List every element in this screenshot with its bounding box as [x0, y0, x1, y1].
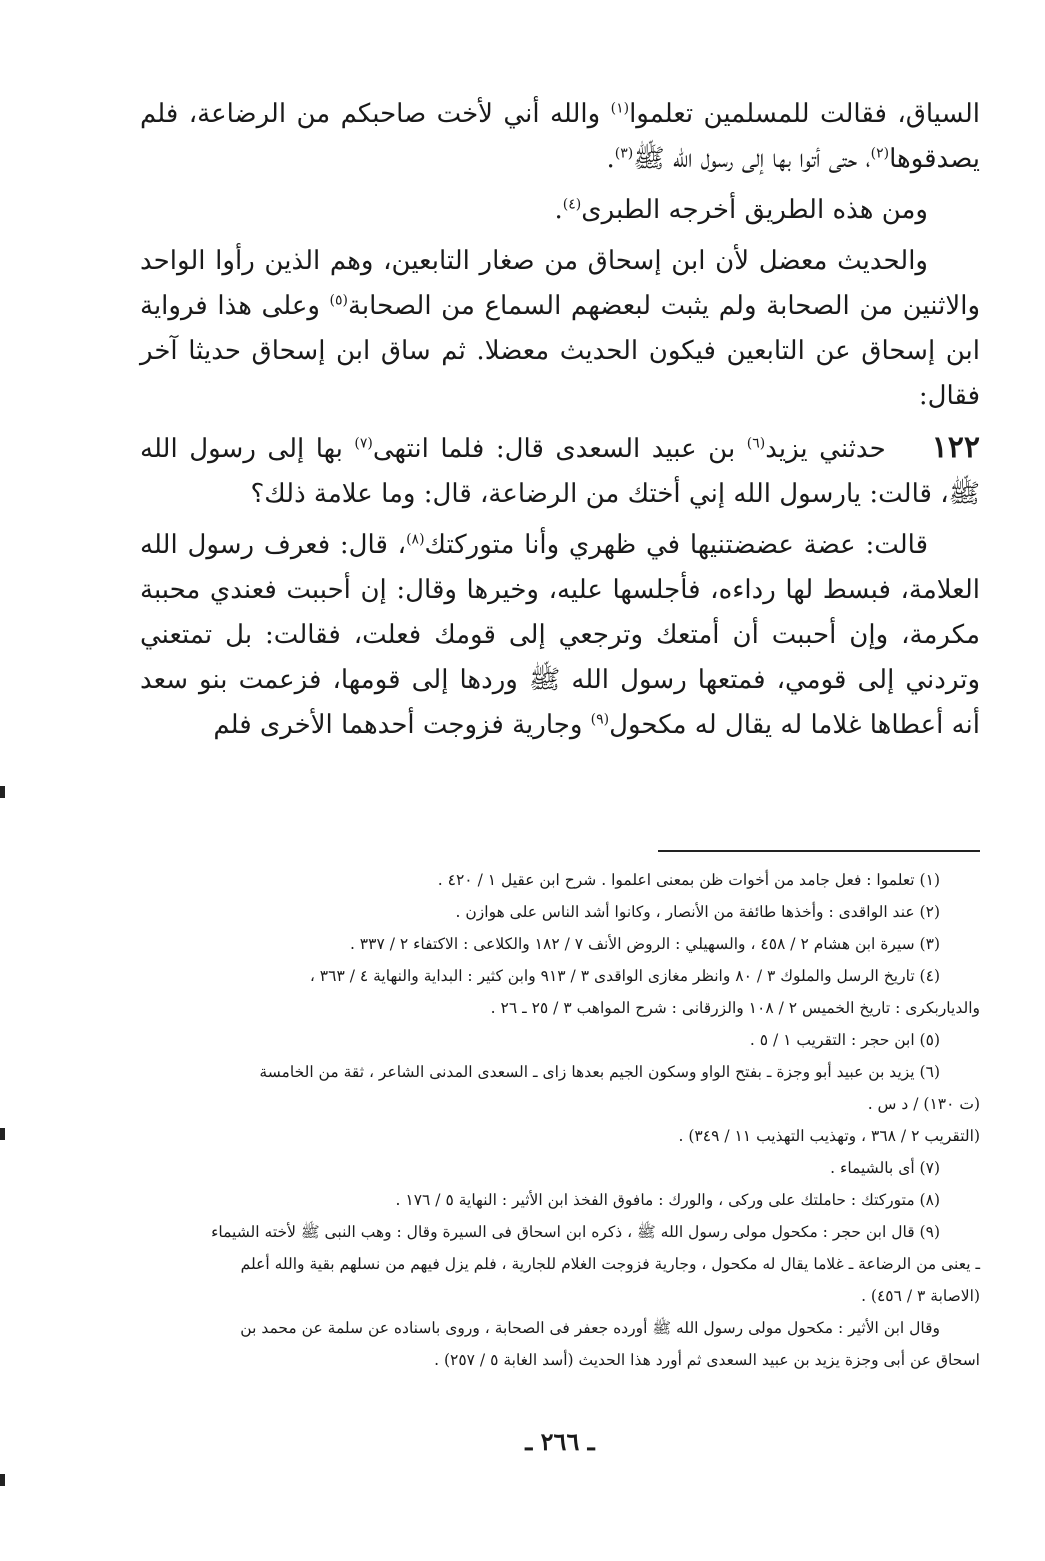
footnote-6-source: (التقريب ٢ / ٣٦٨ ، وتهذيب التهذيب ١١ / ٣٤٩) . [678, 1127, 980, 1145]
footnote-9-continued: ـ يعنى من الرضاعة ـ غلاما يقال له مكحول ، وجارية فزوجت الغلام للجارية ، فلم يزل فيهم من نسلهم بقية والله أعلم [240, 1255, 980, 1273]
footnote-ref-7: (٧) [354, 435, 373, 452]
footnote-5: (٥) ابن حجر : التقريب ١ / ٥ . [749, 1031, 940, 1049]
footnote-9-source: (الاصابة ٣ / ٤٥٦) . [861, 1287, 980, 1305]
footnote-ref-6: (٦) [746, 435, 766, 452]
footnote-9: (٩) قال ابن حجر : مكحول مولى رسول الله ﷺ ، ذكره ابن اسحاق فى السيرة وقال : وهب النبى ﷺ لأخته الشيماء [211, 1223, 940, 1241]
book-page [140, 92, 980, 1512]
footnote-ref-3: (٣) [614, 145, 634, 162]
footnote-2: (٢) عند الواقدى : وأخذها طائفة من الأنصار ، وكانوا أشد الناس على هوازن . [455, 903, 940, 921]
footnote-ref-8: (٨) [406, 531, 425, 548]
footnote-6: (٦) يزيد بن عبيد أبو وجزة ـ بفتح الواو وسكون الجيم بعدها زاى ـ السعدى المدنى الشاعر ، ثقة من الخامسة [259, 1063, 940, 1081]
main-text [140, 92, 980, 748]
footnote-7: (٧) أى بالشيماء . [830, 1159, 940, 1177]
footnote-4-continued: والدياربكرى : تاريخ الخميس ٢ / ١٠٨ والزرقانى : شرح المواهب ٣ / ٢٥ ـ ٢٦ . [490, 999, 980, 1017]
footnote-ref-9: (٩) [590, 711, 610, 728]
footnote-ref-5: (٥) [329, 292, 348, 309]
hadith-number: ١٢٢ [931, 430, 980, 465]
footnote-ref-4: (٤) [562, 196, 582, 213]
footnote-ref-2: (٢) [870, 145, 890, 162]
footnote-9-ibn-athir-continued: اسحاق عن أبى وجزة يزيد بن عبيد السعدى ثم أورد هذا الحديث (أسد الغابة ٥ / ٢٥٧) . [434, 1351, 980, 1369]
scan-edge-mark [0, 786, 5, 798]
paragraph-hadith: ١٢٢حدثني يزيد$^{(٦)}$ بن عبيد السعدى قال: فلما انتهى$^{(٧)}$ بها إلى رسول الله ﷺ، قالت: يارسول الله إني أختك من الرضاعة، قال: وما علامة ذلك؟ [140, 430, 980, 509]
footnote-3: (٣) سيرة ابن هشام ٢ / ٤٥٨ ، والسهيلي : الروض الأنف ٧ / ١٨٢ والكلاعى : الاكتفاء ٢ / ٣٣٧ . [349, 935, 940, 953]
footnote-divider [658, 850, 980, 852]
page-number: ـ ٢٦٦ ـ [525, 1427, 595, 1456]
scan-edge-mark [0, 1474, 5, 1486]
footnote-6-continued: (ت ١٣٠) / د س . [867, 1095, 980, 1113]
footnote-8: (٨) متوركتك : حاملتك على وركى ، والورك : مافوق الفخذ ابن الأثير : النهاية ٥ / ١٧٦ . [395, 1191, 940, 1209]
paragraph-3: والحديث معضل لأن ابن إسحاق من صغار التابعين، وهم الذين رأوا الواحد والاثنين من الصحابة ولم يثبت لبعضهم السماع من الصحابة$^{(٥)}$ وعلى هذا فرواية ابن إسحاق عن التابعين فيكون الحديث معضلا. ثم ساق ابن إسحاق حديثا آخر فقال: [140, 246, 980, 411]
footnote-ref-1: (١) [610, 100, 630, 117]
paragraph-5: قالت: عضة عضضتنيها في ظهري وأنا متوركتك$^{(٨)}$، قال: فعرف رسول الله العلامة، فبسط لها رداءه، فأجلسها عليه، وخيرها وقال: إن أحببت فعندي محببة مكرمة، وإن أحببت أن أمتعك وترجعي إلى قومك فعلت، فقالت: بل تمتعني وتردني إلى قومي، فمتعها رسول الله ﷺ وردها إلى قومها، فزعمت بنو سعد أنه أعطاها غلاما له يقال له مكحول$^{(٩)}$ وجارية فزوجت أحدهما الأخرى فلم [140, 530, 980, 740]
footnote-1: (١) تعلموا : فعل جامد من أخوات ظن بمعنى اعلموا . شرح ابن عقيل ١ / ٤٢٠ . [437, 871, 940, 889]
footnote-9-ibn-athir: وقال ابن الأثير : مكحول مولى رسول الله ﷺ أورده جعفر فى الصحابة ، وروى باسناده عن سلمة عن محمد بن [240, 1319, 940, 1337]
paragraph-2: ومن هذه الطريق أخرجه الطبرى$^{(٤)}$. [554, 195, 928, 225]
footnote-4: (٤) تاريخ الرسل والملوك ٣ / ٨٠ وانظر مغازى الواقدى ٣ / ٩١٣ وابن كثير : البداية والنهاية ٤ / ٣٦٣ ، [309, 967, 940, 985]
scan-edge-mark [0, 1128, 5, 1140]
footnotes [140, 864, 980, 1376]
paragraph-1: السياق، فقالت للمسلمين تعلموا$^{(١)}$ والله أني لأخت صاحبكم من الرضاعة، فلم يصدقوها$^{(٢)}$، حتى أتوا بها إلى رسول الله ﷺ$^{(٣)}$. [140, 99, 980, 174]
